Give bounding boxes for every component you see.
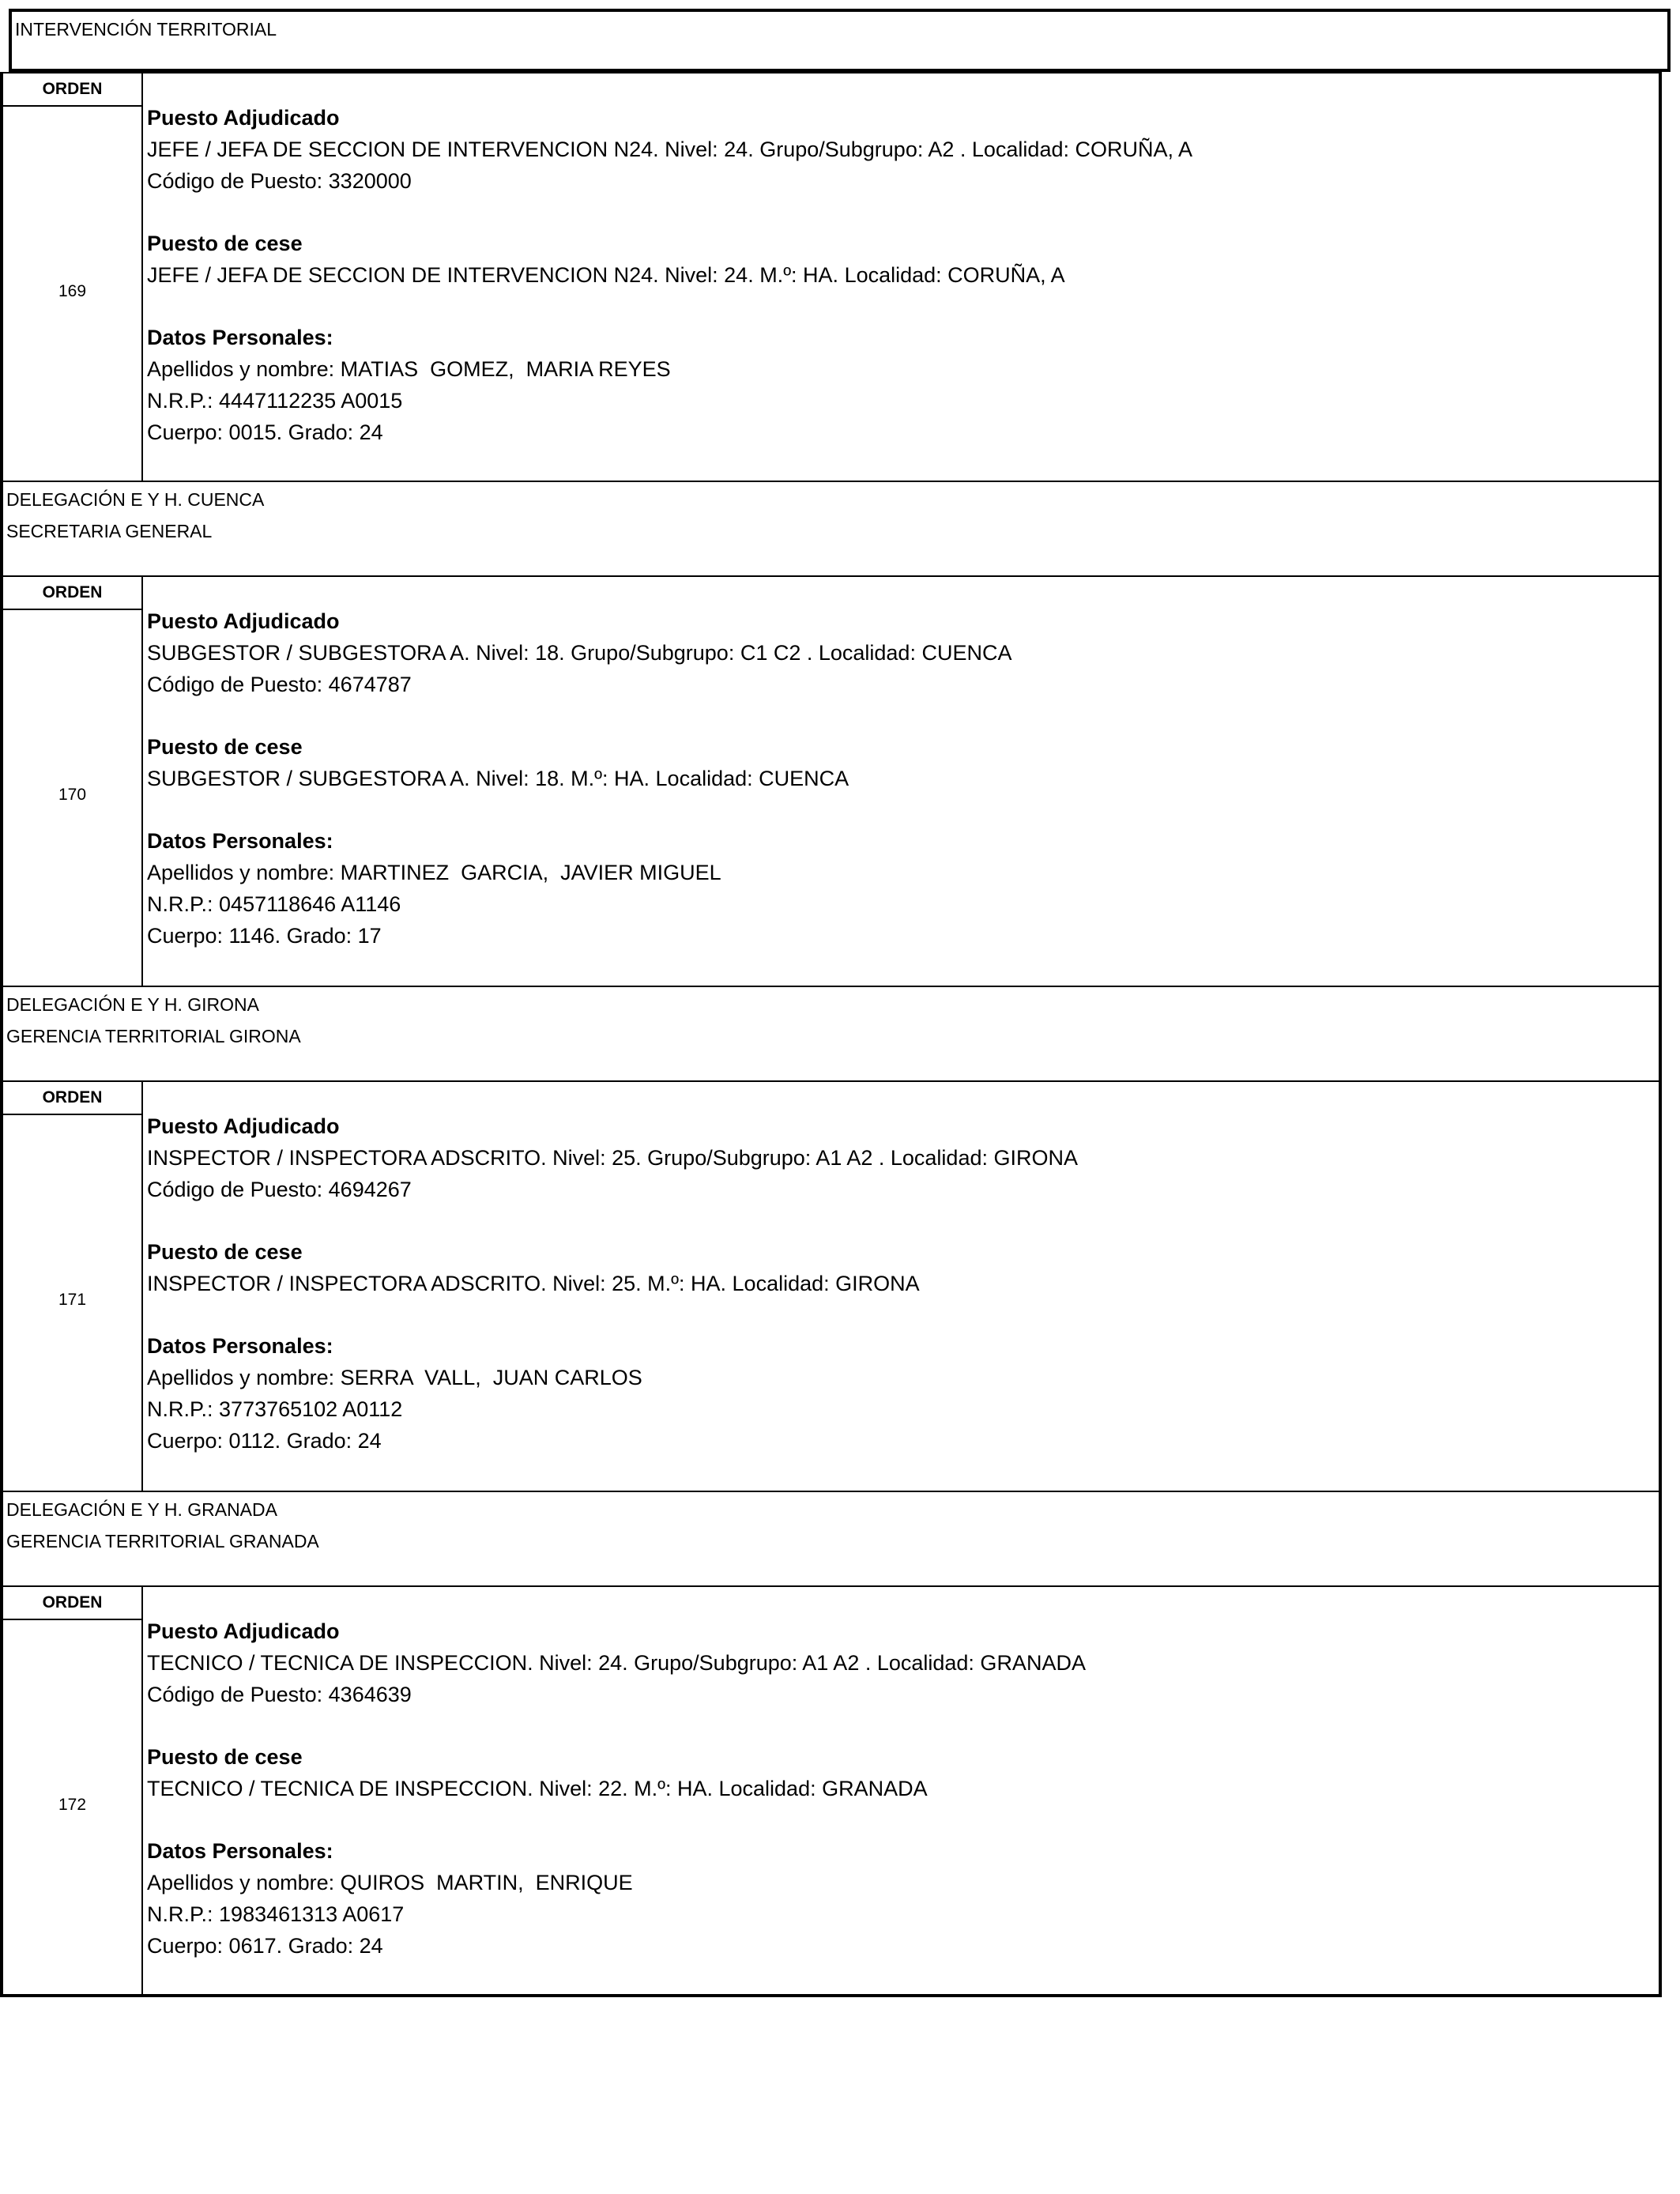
adjudicado-label: Puesto Adjudicado: [147, 1114, 340, 1138]
adjudicado-label: Puesto Adjudicado: [147, 609, 340, 633]
entry-row: [0, 1585, 1662, 1997]
header-title: INTERVENCIÓN TERRITORIAL: [15, 19, 277, 40]
nombre-text: Apellidos y nombre: MARTINEZ GARCIA, JAVIER MIGUEL: [147, 861, 721, 884]
orden-header: ORDEN: [3, 74, 141, 107]
entry-row: [0, 72, 1662, 482]
orden-number: 169: [58, 282, 87, 300]
adjudicado-text: INSPECTOR / INSPECTORA ADSCRITO. Nivel: 25. Grupo/Subgrupo: A1 A2 . Localidad: GIRONA: [147, 1146, 1078, 1170]
nombre-text: Apellidos y nombre: QUIROS MARTIN, ENRIQUE: [147, 1871, 633, 1894]
adjudicado-text: SUBGESTOR / SUBGESTORA A. Nivel: 18. Grupo/Subgrupo: C1 C2 . Localidad: CUENCA: [147, 641, 1012, 665]
cese-label: Puesto de cese: [147, 232, 303, 255]
cese-label: Puesto de cese: [147, 1240, 303, 1264]
orden-number: 170: [58, 786, 87, 804]
cuerpo-text: Cuerpo: 0617. Grado: 24: [147, 1934, 383, 1958]
orden-column: [3, 577, 143, 986]
nrp-text: N.R.P.: 1983461313 A0617: [147, 1902, 405, 1926]
cese-label: Puesto de cese: [147, 735, 303, 759]
codigo-text: Código de Puesto: 4694267: [147, 1178, 412, 1201]
orden-header: ORDEN: [3, 1082, 141, 1115]
section-band: [0, 986, 1662, 1082]
cuerpo-text: Cuerpo: 1146. Grado: 17: [147, 924, 382, 948]
codigo-text: Código de Puesto: 3320000: [147, 169, 412, 193]
cese-text: INSPECTOR / INSPECTORA ADSCRITO. Nivel: 25. M.º: HA. Localidad: GIRONA: [147, 1272, 920, 1295]
adjudicado-text: TECNICO / TECNICA DE INSPECCION. Nivel: 24. Grupo/Subgrupo: A1 A2 . Localidad: GRANADA: [147, 1651, 1086, 1675]
adjudicado-text: JEFE / JEFA DE SECCION DE INTERVENCION N24. Nivel: 24. Grupo/Subgrupo: A2 . Localidad: CORUÑA, A: [147, 138, 1192, 161]
orden-column: [3, 74, 143, 481]
section-unidad: GERENCIA TERRITORIAL GIRONA: [6, 1026, 301, 1046]
entry-row: [0, 1080, 1662, 1492]
cuerpo-text: Cuerpo: 0112. Grado: 24: [147, 1429, 382, 1453]
codigo-text: Código de Puesto: 4674787: [147, 673, 412, 696]
section-band: [0, 481, 1662, 577]
cese-text: SUBGESTOR / SUBGESTORA A. Nivel: 18. M.º: HA. Localidad: CUENCA: [147, 767, 849, 790]
orden-column: [3, 1587, 143, 1994]
orden-header: ORDEN: [3, 577, 141, 610]
section-delegacion: DELEGACIÓN E Y H. GRANADA: [6, 1499, 277, 1520]
entry-row: [0, 575, 1662, 987]
section-unidad: GERENCIA TERRITORIAL GRANADA: [6, 1531, 319, 1551]
section-unidad: SECRETARIA GENERAL: [6, 521, 213, 541]
section-delegacion: DELEGACIÓN E Y H. CUENCA: [6, 489, 265, 510]
header-band: [9, 9, 1671, 72]
orden-number: 171: [58, 1291, 87, 1309]
orden-number: 172: [58, 1796, 87, 1814]
codigo-text: Código de Puesto: 4364639: [147, 1683, 412, 1706]
adjudicado-label: Puesto Adjudicado: [147, 1619, 340, 1643]
nombre-text: Apellidos y nombre: MATIAS GOMEZ, MARIA REYES: [147, 357, 671, 381]
section-band: [0, 1491, 1662, 1587]
nombre-text: Apellidos y nombre: SERRA VALL, JUAN CARLOS: [147, 1366, 642, 1389]
cese-text: JEFE / JEFA DE SECCION DE INTERVENCION N24. Nivel: 24. M.º: HA. Localidad: CORUÑA, A: [147, 263, 1065, 287]
cese-label: Puesto de cese: [147, 1745, 303, 1769]
orden-header: ORDEN: [3, 1587, 141, 1620]
adjudicado-label: Puesto Adjudicado: [147, 106, 340, 130]
datos-label: Datos Personales:: [147, 829, 333, 853]
section-delegacion: DELEGACIÓN E Y H. GIRONA: [6, 994, 259, 1015]
nrp-text: N.R.P.: 3773765102 A0112: [147, 1397, 403, 1421]
datos-label: Datos Personales:: [147, 1334, 333, 1358]
datos-label: Datos Personales:: [147, 326, 333, 349]
nrp-text: N.R.P.: 0457118646 A1146: [147, 892, 401, 916]
cese-text: TECNICO / TECNICA DE INSPECCION. Nivel: 22. M.º: HA. Localidad: GRANADA: [147, 1777, 928, 1800]
orden-column: [3, 1082, 143, 1491]
datos-label: Datos Personales:: [147, 1839, 333, 1863]
nrp-text: N.R.P.: 4447112235 A0015: [147, 389, 403, 413]
cuerpo-text: Cuerpo: 0015. Grado: 24: [147, 420, 383, 444]
